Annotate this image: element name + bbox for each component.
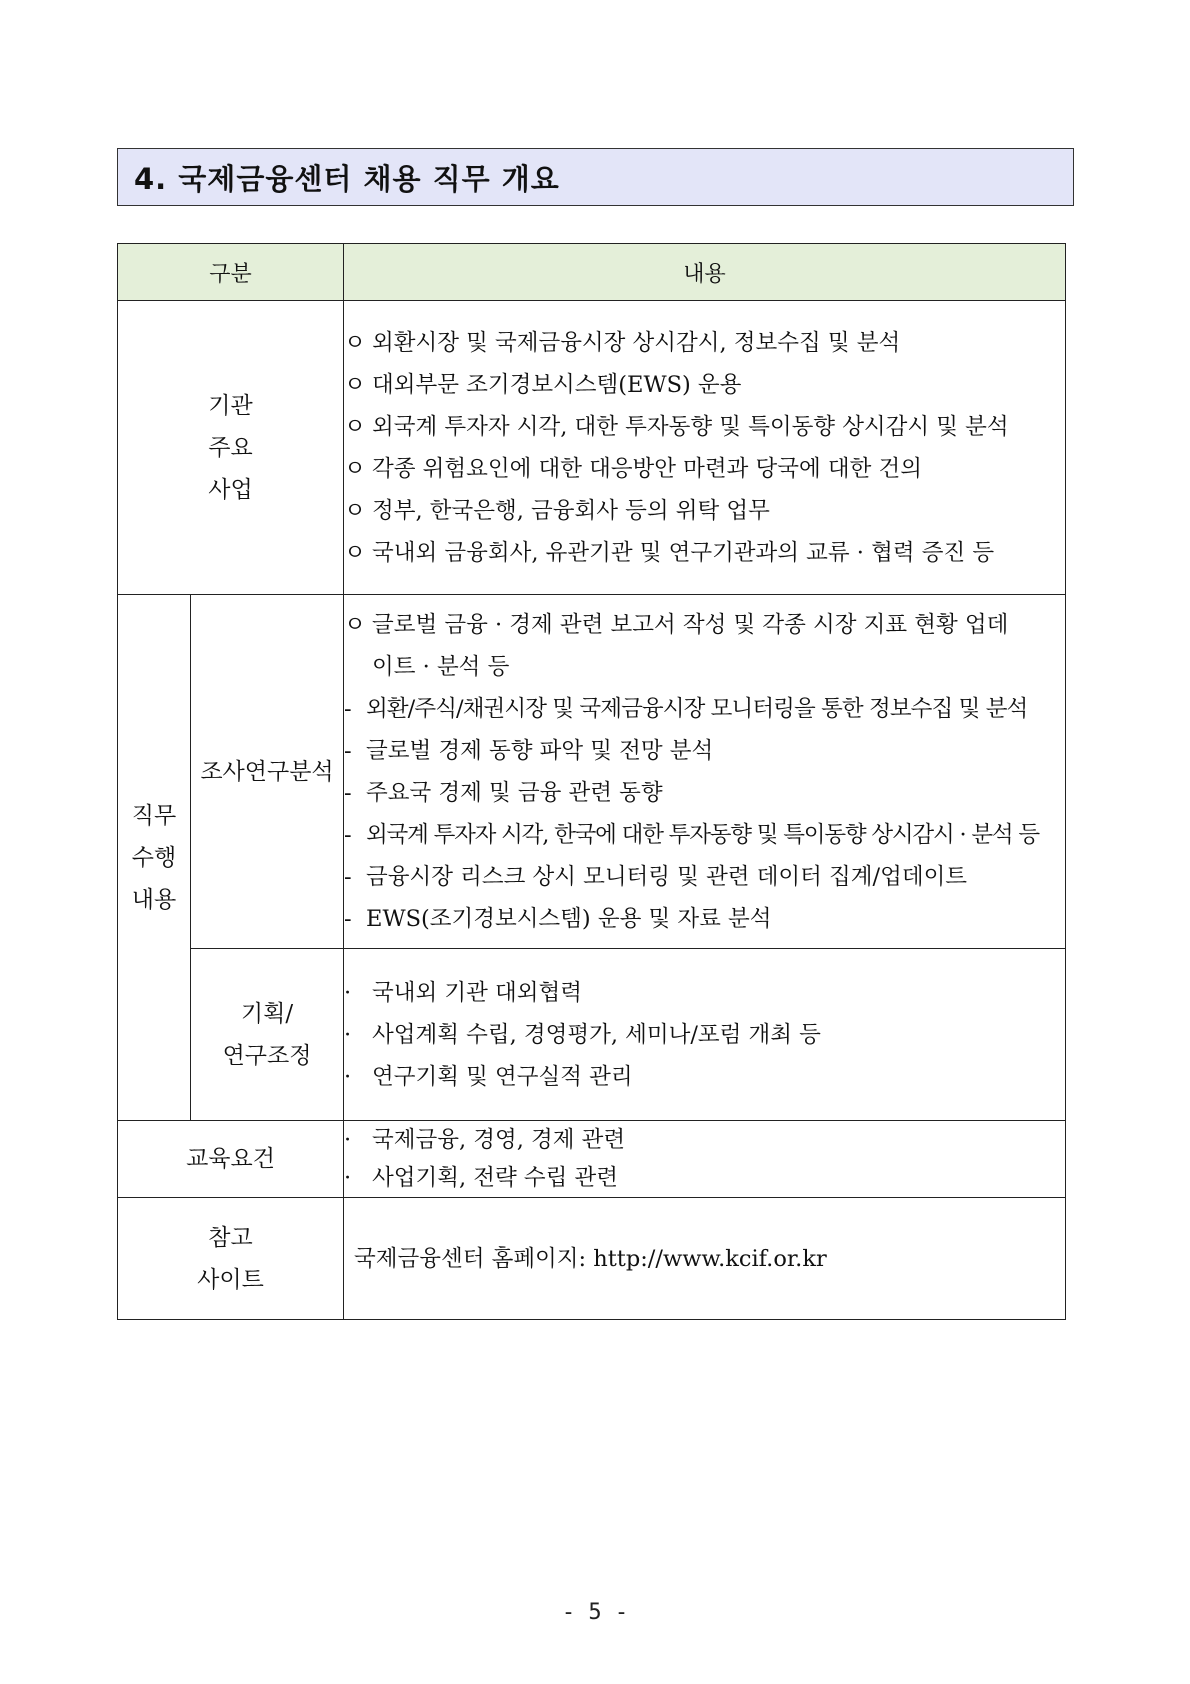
header-category: 구분 xyxy=(118,244,344,301)
list-item: · 사업계획 수립, 경영평가, 세미나/포럼 개최 등 xyxy=(344,1021,821,1048)
page-number: - 5 - xyxy=(561,1600,629,1625)
table-header-row xyxy=(118,244,1066,301)
planning-content xyxy=(344,949,1066,1121)
research-row xyxy=(118,595,1066,949)
sub-item: - EWS(조기경보시스템) 운용 및 자료 분석 xyxy=(344,905,772,932)
list-item: ㅇ 글로벌 금융 · 경제 관련 보고서 작성 및 각종 시장 지표 현황 업데 xyxy=(344,611,1009,638)
duties-label: 직무 수행 내용 xyxy=(118,595,191,1121)
sub-item: - 외국계 투자자 시각, 한국에 대한 투자동향 및 특이동향 상시감시 · 분석 등 xyxy=(344,821,1039,848)
list-item: · 사업기획, 전략 수립 관련 xyxy=(344,1165,618,1191)
job-overview-table xyxy=(117,243,1066,1320)
reference-text: 국제금융센터 홈페이지: http://www.kcif.or.kr xyxy=(354,1245,827,1272)
list-item: ㅇ 외국계 투자자 시각, 대한 투자동향 및 특이동향 상시감시 및 분석 xyxy=(344,413,1009,440)
list-item: ㅇ 외환시장 및 국제금융시장 상시감시, 정보수집 및 분석 xyxy=(344,329,901,356)
list-item: ㅇ 국내외 금융회사, 유관기관 및 연구기관과의 교류 · 협력 증진 등 xyxy=(344,539,995,566)
list-item-continuation: 이트 · 분석 등 xyxy=(372,653,510,680)
research-content xyxy=(344,595,1066,949)
research-label: 조사연구분석 xyxy=(191,595,344,949)
education-label: 교육요건 xyxy=(118,1121,344,1198)
institution-content xyxy=(344,301,1066,595)
sub-item: - 외환/주식/채권시장 및 국제금융시장 모니터링을 통한 정보수집 및 분석 xyxy=(344,695,1028,722)
header-content: 내용 xyxy=(344,244,1066,301)
section-heading: 4. 국제금융센터 채용 직무 개요 xyxy=(117,148,1074,206)
institution-row xyxy=(118,301,1066,595)
planning-label: 기획/ 연구조정 xyxy=(191,949,344,1121)
list-item: · 국제금융, 경영, 경제 관련 xyxy=(344,1127,626,1153)
education-row xyxy=(118,1121,1066,1198)
reference-content xyxy=(344,1198,1066,1320)
sub-item: - 금융시장 리스크 상시 모니터링 및 관련 데이터 집계/업데이트 xyxy=(344,863,968,890)
list-item: · 국내외 기관 대외협력 xyxy=(344,979,582,1006)
list-item: ㅇ 각종 위험요인에 대한 대응방안 마련과 당국에 대한 건의 xyxy=(344,455,922,482)
reference-label: 참고 사이트 xyxy=(118,1198,344,1320)
list-item: ㅇ 대외부문 조기경보시스템(EWS) 운용 xyxy=(344,371,742,398)
reference-row xyxy=(118,1198,1066,1320)
planning-row xyxy=(118,949,1066,1121)
list-item: · 연구기획 및 연구실적 관리 xyxy=(344,1063,633,1090)
list-item: ㅇ 정부, 한국은행, 금융회사 등의 위탁 업무 xyxy=(344,497,770,524)
sub-item: - 글로벌 경제 동향 파악 및 전망 분석 xyxy=(344,737,714,764)
sub-item: - 주요국 경제 및 금융 관련 동향 xyxy=(344,779,663,806)
institution-label: 기관 주요 사업 xyxy=(118,301,344,595)
education-content xyxy=(344,1121,1066,1198)
